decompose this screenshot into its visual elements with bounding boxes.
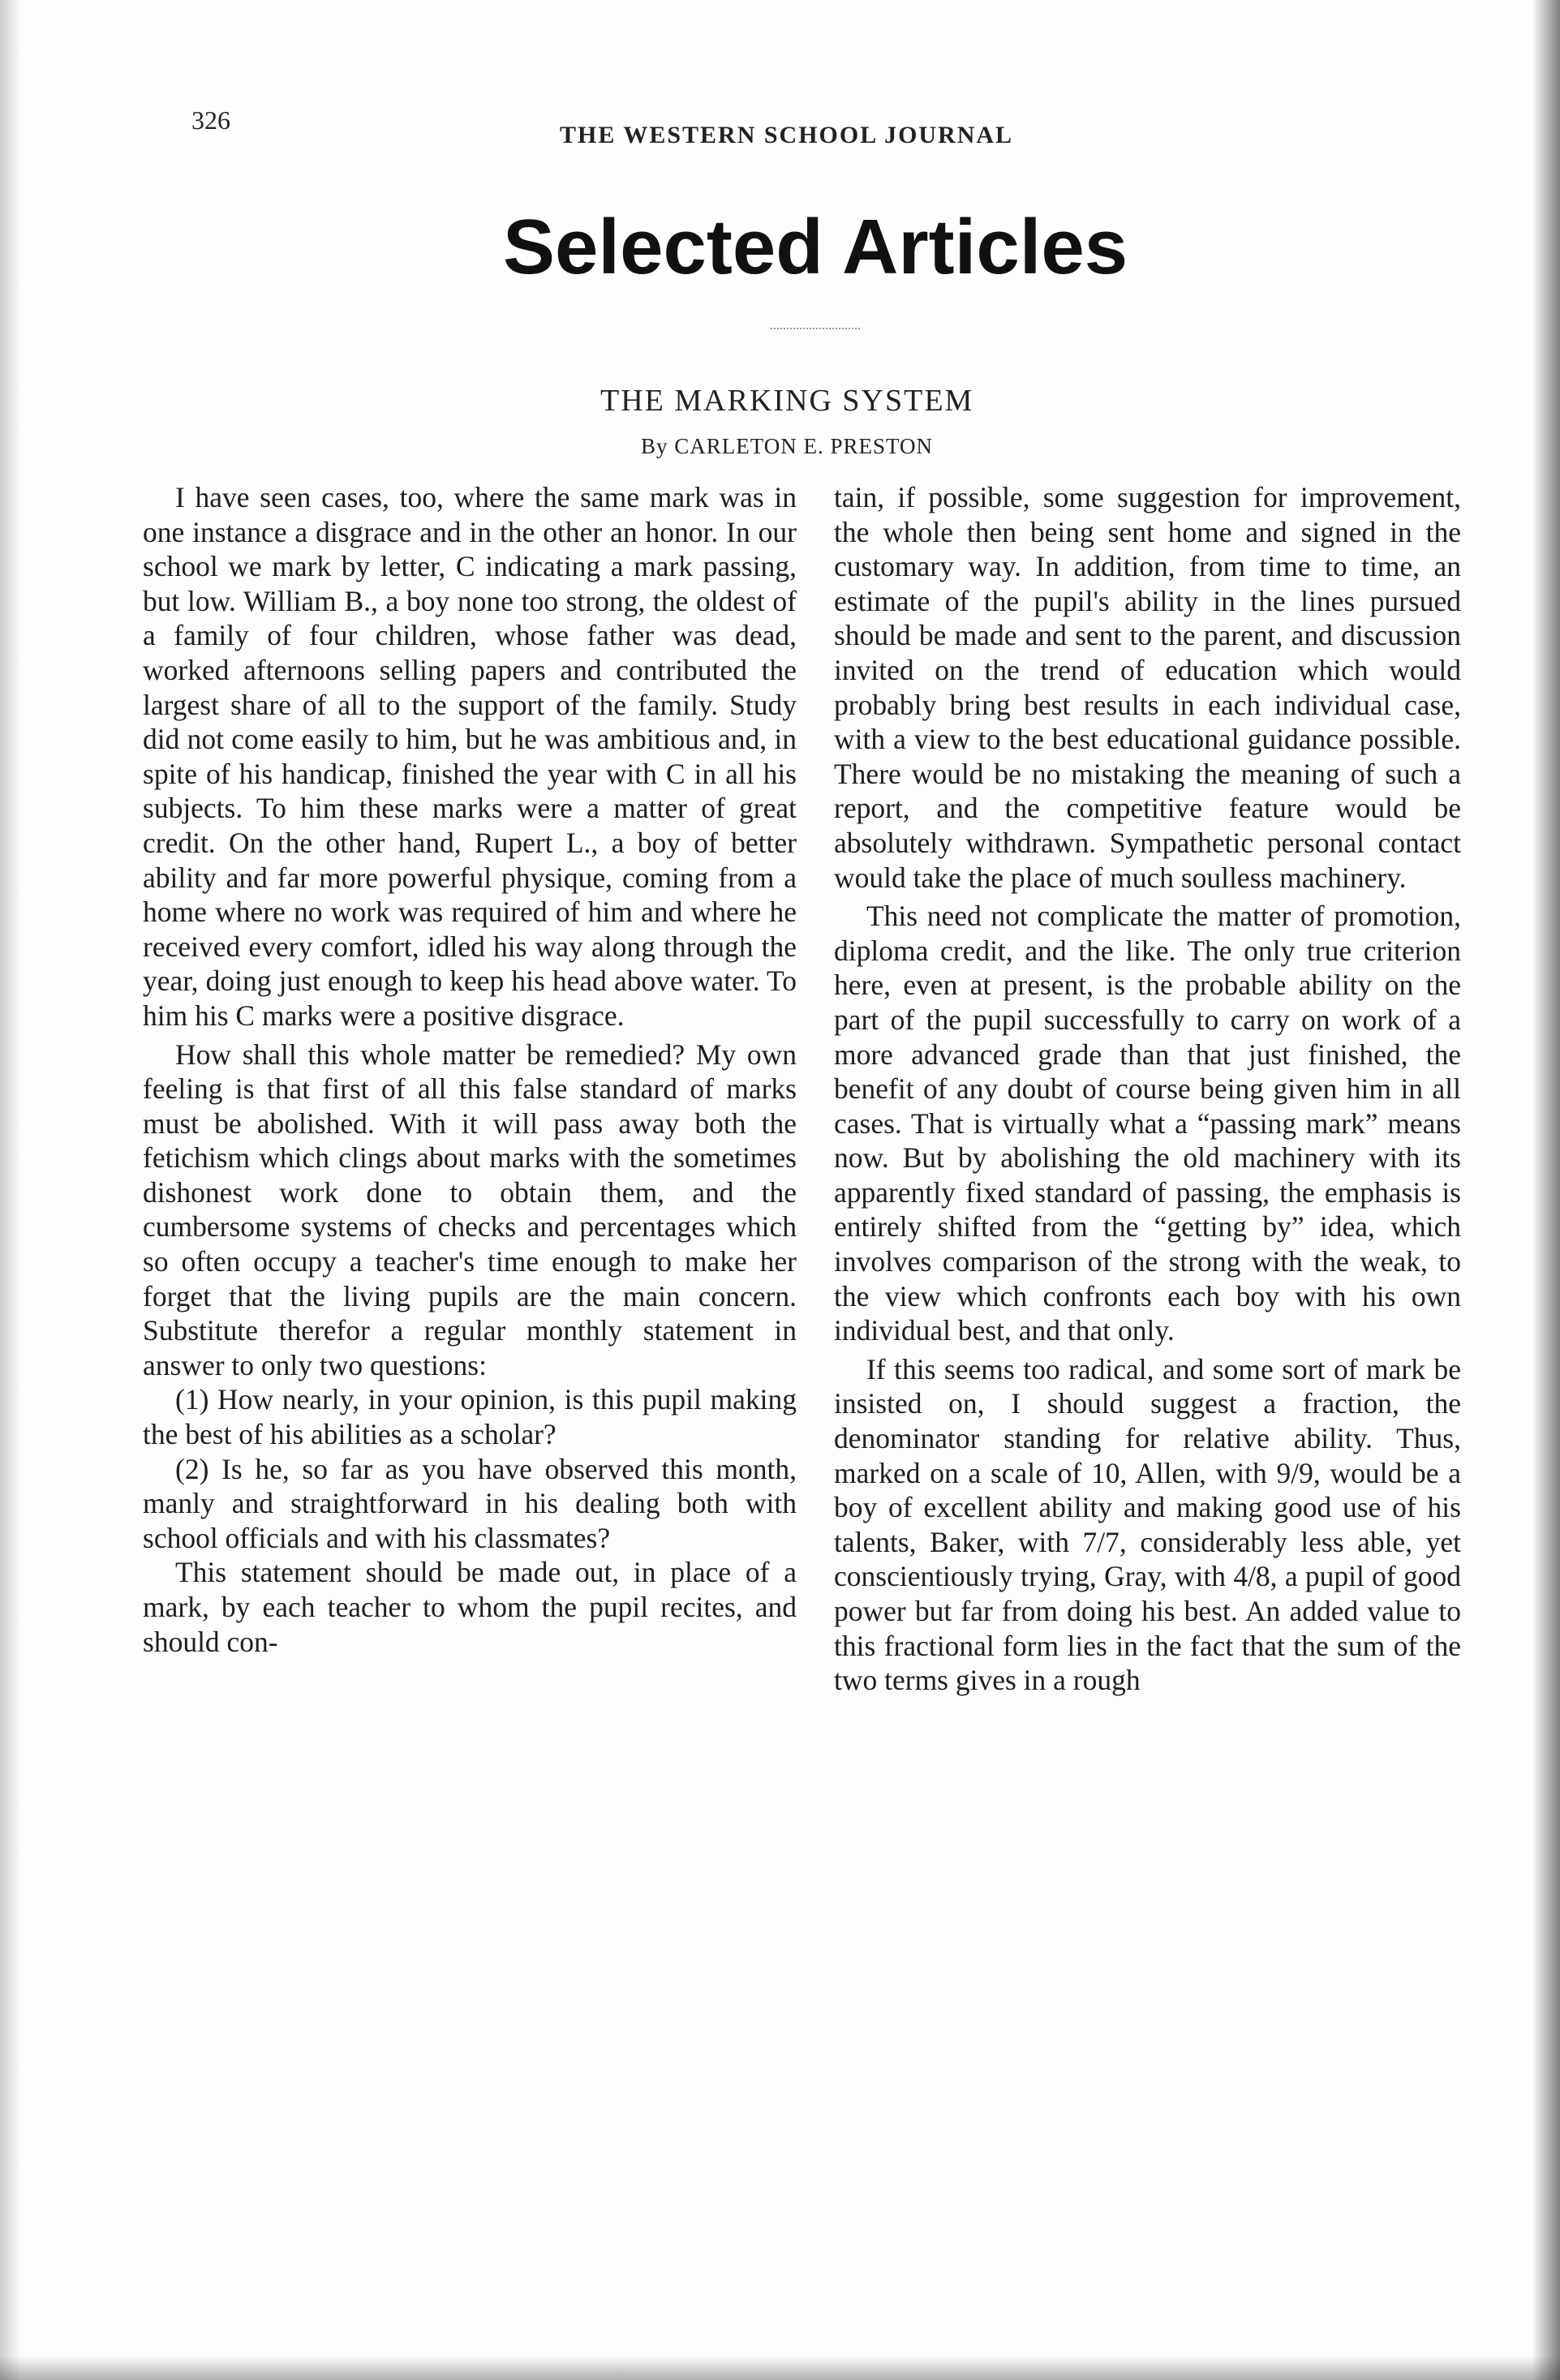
page-number: 326 (191, 105, 230, 135)
scan-bottom-edge (0, 2356, 1560, 2380)
paragraph: (1) How nearly, in your opinion, is this pupil making the best of his abilities as a scholar? (143, 1383, 797, 1451)
left-column (143, 480, 797, 1659)
paragraph: This statement should be made out, in place of a mark, by each teacher to whom the pupil recites, and should con- (143, 1556, 797, 1658)
paragraph: How shall this whole matter be remedied? My own feeling is that first of all this false standard of marks must be abolished. With it will pass away both the fetichism which clings about marks with the sometimes dishonest work done to obtain them, and the cumbersome systems of checks and percentages which so often occupy a teacher's time enough to make her forget that the living pupils are the main concern. Substitute therefor a regular monthly statement in answer to only two questions: (143, 1037, 797, 1381)
paragraph: I have seen cases, too, where the same mark was in one instance a disgrace and in the other an honor. In our school we mark by letter, C indicating a mark passing, but low. William B., a boy none too strong, the oldest of a family of four children, whose father was dead, worked afternoons selling papers and contributed the largest share of all to the support of the family. Study did not come easily to him, but he was ambitious and, in spite of his handicap, finished the year with C in all his subjects. To him these marks were a matter of great credit. On the other hand, Rupert L., a boy of better ability and far more powerful physique, coming from a home where no work was required of him and where he received every comfort, idled his way along through the year, doing just enough to keep his head above water. To him his C marks were a positive disgrace. (143, 481, 797, 1032)
title-divider (771, 328, 860, 329)
paragraph: This need not complicate the matter of promotion, diploma credit, and the like. The only true criterion here, even at present, is the probable ability on the part of the pupil successfully to carry on work of a more advanced grade than that just finished, the benefit of any doubt of course being given him in all cases. That is virtually what a “passing mark” means now. But by abolishing the old machinery with its apparently fixed standard of passing, the emphasis is entirely shifted from the “getting by” idea, which involves comparison of the strong with the weak, to the view which confronts each boy with his own individual best, and that only. (834, 900, 1461, 1347)
right-column (834, 480, 1461, 1698)
article-byline: By CARLETON E. PRESTON (641, 434, 934, 458)
paragraph: tain, if possible, some suggestion for improvement, the whole then being sent home and signed in the customary way. In addition, from time to time, an estimate of the pupil's ability in the lines pursued should be made and sent to the parent, and discussion invited on the trend of education which would probably bring best results in each individual case, with a view to the best educational guidance possible. There would be no mistaking the meaning of such a report, and the competitive feature would be absolutely withdrawn. Sympathetic personal contact would take the place of much soulless machinery. (834, 481, 1461, 894)
section-title: Selected Articles (503, 204, 1128, 290)
paragraph: (2) Is he, so far as you have observed this month, manly and straightforward in his dealing both with school officials and with his classmates? (143, 1452, 797, 1554)
article-title: THE MARKING SYSTEM (600, 384, 974, 418)
scan-left-edge (0, 0, 21, 2380)
running-head: THE WESTERN SCHOOL JOURNAL (560, 122, 1014, 148)
paragraph: If this seems too radical, and some sort of mark be insisted on, I should suggest a fraction, the denominator standing for relative ability. Thus, marked on a scale of 10, Allen, with 9/9, would be a boy of excellent ability and making good use of his talents, Baker, with 7/7, considerably less able, yet conscientiously trying, Gray, with 4/8, a pupil of good power but far from doing his best. An added value to this fractional form lies in the fact that the sum of the two terms gives in a rough (834, 1352, 1461, 1697)
scan-right-edge (1532, 0, 1560, 2380)
